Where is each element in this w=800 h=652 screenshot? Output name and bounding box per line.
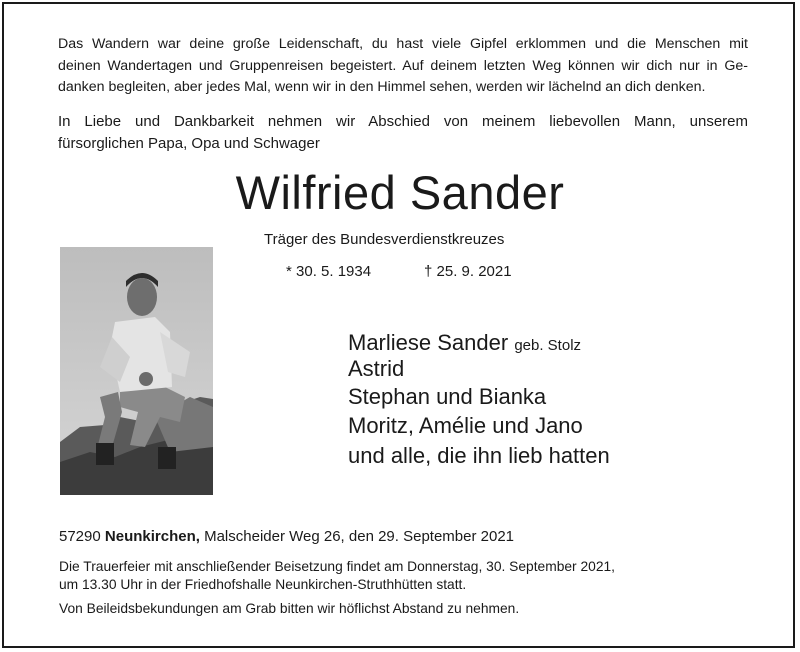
farewell-line: fürsorglichen Papa, Opa und Schwager [58, 135, 320, 152]
intro-line: danken begleiten, aber jedes Mal, wenn wir in den Himmel sehen, werden wir lächelnd an dich denken. [58, 79, 706, 95]
mourner-4: Moritz, Amélie und Jano [348, 413, 583, 438]
deceased-name: Wilfried Sander [235, 166, 565, 219]
mourner-5: und alle, die ihn lieb hatten [348, 443, 610, 468]
town: Neunkirchen, [104, 528, 200, 545]
intro-paragraph [58, 34, 748, 99]
mourner-2: Astrid [348, 356, 405, 381]
death-date: † 25. 9. 2021 [424, 263, 512, 280]
mourner-1 [348, 330, 581, 356]
birth-date: * 30. 5. 1934 [286, 263, 372, 280]
condolence-note: Von Beileidsbekundungen am Grab bitten wir höflichst Abstand zu nehmen. [59, 601, 520, 616]
mourner-3: Stephan und Bianka [348, 384, 547, 409]
farewell-paragraph [58, 111, 748, 155]
portrait-photo [60, 247, 213, 495]
place-and-date [59, 528, 514, 545]
portrait-photo-graphic [60, 247, 213, 495]
address-date: Malscheider Weg 26, den 29. September 2021 [204, 528, 515, 545]
funeral-note-line: Die Trauerfeier mit anschließender Beisetzung findet am Donnerstag, 30. September 2021, [59, 559, 616, 574]
mourner-note: geb. Stolz [514, 337, 582, 354]
funeral-note-line: um 13.30 Uhr in der Friedhofshalle Neunkirchen-Struthhütten statt. [59, 577, 467, 592]
intro-line: deinen Wandertagen und Gruppenreisen begeistert. Auf deinem letzten Weg können wir dich nur in Ge- [58, 57, 748, 74]
award-text: Träger des Bundesverdienstkreuzes [264, 231, 505, 248]
farewell-line: In Liebe und Dankbarkeit nehmen wir Abschied von meinem liebevollen Mann, unserem [58, 113, 748, 130]
mourner-name: Marliese Sander [348, 330, 509, 355]
postcode: 57290 [59, 528, 101, 545]
intro-line: Das Wandern war deine große Leidenschaft, du hast viele Gipfel erklommen und die Menschen mit [58, 36, 748, 52]
